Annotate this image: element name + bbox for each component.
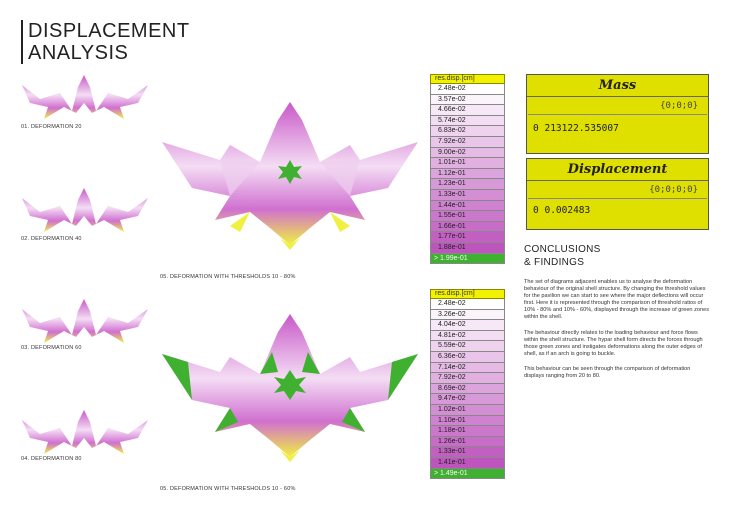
legend-header: res.disp.[cm] — [430, 74, 505, 84]
thumb-label-3: 03. DEFORMATION 60 — [21, 345, 82, 351]
legend-row: 2.48e-02 — [430, 84, 505, 95]
thumbnail-deformation-80 — [20, 408, 150, 456]
mass-row-index: 0 — [533, 123, 539, 134]
legend-row: 3.57e-02 — [430, 95, 505, 106]
thumbnail-deformation-60 — [20, 297, 150, 345]
displacement-legend-bottom — [430, 289, 505, 479]
legend-row: 9.00e-02 — [430, 148, 505, 159]
displacement-row-index: 0 — [533, 205, 539, 216]
legend-row: 7.92e-02 — [430, 373, 505, 384]
thumbnail-deformation-40 — [20, 186, 150, 234]
legend-row: 1.41e-01 — [430, 458, 505, 469]
mass-value: 213122.535007 — [544, 123, 619, 134]
legend-row: 4.04e-02 — [430, 320, 505, 331]
legend-row: 1.18e-01 — [430, 426, 505, 437]
legend-row: 9.47e-02 — [430, 394, 505, 405]
mass-panel-row — [527, 123, 708, 134]
legend-row: 1.55e-01 — [430, 211, 505, 222]
big-view-label-60: 05. DEFORMATION WITH THRESHOLDS 10 - 60% — [160, 486, 296, 492]
displacement-panel-row — [527, 205, 708, 216]
legend-row: 1.23e-01 — [430, 179, 505, 190]
thumb-label-4: 04. DEFORMATION 80 — [21, 456, 82, 462]
legend-row: 6.83e-02 — [430, 126, 505, 137]
mass-panel-index: {0;0;0} — [660, 101, 698, 111]
legend-row: 5.59e-02 — [430, 341, 505, 352]
legend-row: 4.66e-02 — [430, 105, 505, 116]
displacement-panel-divider — [528, 198, 707, 199]
legend-row: 1.26e-01 — [430, 437, 505, 448]
displacement-legend-top — [430, 74, 505, 264]
page-title — [28, 20, 190, 64]
conclusions-paragraph-2: The behaviour directly relates to the loading behaviour and force flows within the shell structure. The hypar shell form directs the forces through those green zones and instigates deformations along the outer edges of shell, as if an arch is going to buckle. — [524, 330, 703, 357]
legend-row: > 1.49e-01 — [430, 469, 505, 480]
page-title-line1: DISPLACEMENT — [28, 20, 190, 42]
legend-row: 6.36e-02 — [430, 352, 505, 363]
legend-row: 1.44e-01 — [430, 201, 505, 212]
title-accent-bar — [21, 20, 23, 64]
legend-row: 3.26e-02 — [430, 310, 505, 321]
conclusions-paragraph-3: This behaviour can be seen through the comparison of deformation displays ranging from 20 to 80. — [524, 366, 691, 379]
big-view-label-80: 05. DEFORMATION WITH THRESHOLDS 10 - 80% — [160, 274, 296, 280]
mass-panel-title: Mass — [527, 75, 708, 97]
legend-row: 1.02e-01 — [430, 405, 505, 416]
legend-row: 2.48e-02 — [430, 299, 505, 310]
displacement-panel-index: {0;0;0;0} — [649, 185, 698, 195]
page-title-line2: ANALYSIS — [28, 42, 129, 64]
legend-row: 1.77e-01 — [430, 232, 505, 243]
legend-row: 1.66e-01 — [430, 222, 505, 233]
legend-row: 1.01e-01 — [430, 158, 505, 169]
legend-row: 5.74e-02 — [430, 116, 505, 127]
legend-row: 8.69e-02 — [430, 384, 505, 395]
thumb-label-2: 02. DEFORMATION 40 — [21, 236, 82, 242]
mass-panel-divider — [528, 114, 707, 115]
shell-view-thresholds-60 — [160, 312, 420, 462]
conclusions-title — [524, 243, 601, 269]
legend-row: 1.10e-01 — [430, 416, 505, 427]
legend-header: res.disp.[cm] — [430, 289, 505, 299]
legend-row: 7.92e-02 — [430, 137, 505, 148]
thumbnail-deformation-20 — [20, 73, 150, 121]
mass-panel — [526, 74, 709, 154]
legend-row: 1.33e-01 — [430, 190, 505, 201]
shell-view-thresholds-80 — [160, 100, 420, 250]
displacement-panel-title: Displacement — [527, 159, 708, 181]
legend-row: 1.88e-01 — [430, 243, 505, 254]
legend-row: > 1.99e-01 — [430, 254, 505, 265]
legend-row: 1.33e-01 — [430, 447, 505, 458]
displacement-value: 0.002483 — [544, 205, 591, 216]
conclusions-title-line1: CONCLUSIONS — [524, 244, 601, 255]
legend-row: 4.81e-02 — [430, 331, 505, 342]
legend-row: 7.14e-02 — [430, 363, 505, 374]
legend-row: 1.12e-01 — [430, 169, 505, 180]
thumb-label-1: 01. DEFORMATION 20 — [21, 124, 82, 130]
conclusions-title-line2: & FINDINGS — [524, 257, 585, 268]
conclusions-paragraph-1: The set of diagrams adjacent enables us to analyse the deformation behaviour of the original shell structure. By changing the threshold values for the pavilion we can start to see where the major deflections will occur first. Here it is represented through the comparison of threshold ratios of 10% - 80% and 10% - 60%, displayed through the increase of green zones within the shell. — [524, 279, 710, 320]
displacement-panel — [526, 158, 709, 230]
